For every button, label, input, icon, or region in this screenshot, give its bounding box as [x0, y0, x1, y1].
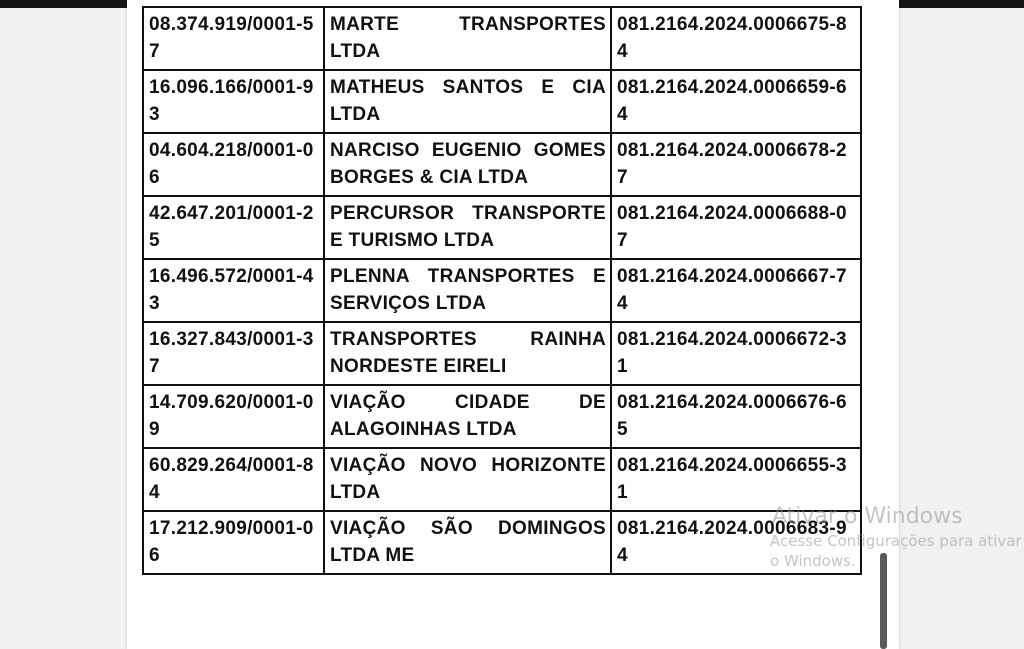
cnpj-cell: 60.829.264/0001-84	[143, 448, 324, 511]
process-number-cell: 081.2164.2024.0006667-74	[611, 259, 861, 322]
company-name-cell: TRANSPORTES RAINHA NORDESTE EIRELI	[324, 322, 611, 385]
cnpj-cell: 14.709.620/0001-09	[143, 385, 324, 448]
cnpj-cell: 16.096.166/0001-93	[143, 70, 324, 133]
process-number-cell: 081.2164.2024.0006678-27	[611, 133, 861, 196]
company-name-cell: VIAÇÃO NOVO HORIZONTE LTDA	[324, 448, 611, 511]
watermark-title: Ativar o Windows	[772, 504, 963, 529]
table-row	[143, 322, 861, 385]
cnpj-cell: 04.604.218/0001-06	[143, 133, 324, 196]
table-row	[143, 511, 861, 574]
companies-table	[142, 6, 862, 575]
table-row	[143, 259, 861, 322]
cnpj-cell: 17.212.909/0001-06	[143, 511, 324, 574]
table-row	[143, 70, 861, 133]
process-number-cell: 081.2164.2024.0006659-64	[611, 70, 861, 133]
process-number-cell: 081.2164.2024.0006683-94	[611, 511, 861, 574]
company-name-cell: VIAÇÃO SÃO DOMINGOS LTDA ME	[324, 511, 611, 574]
cnpj-cell: 16.496.572/0001-43	[143, 259, 324, 322]
cnpj-cell: 42.647.201/0001-25	[143, 196, 324, 259]
cnpj-cell: 16.327.843/0001-37	[143, 322, 324, 385]
company-name-cell: MARTE TRANSPORTES LTDA	[324, 7, 611, 70]
table-row	[143, 133, 861, 196]
table-row	[143, 385, 861, 448]
cnpj-cell: 08.374.919/0001-57	[143, 7, 324, 70]
process-number-cell: 081.2164.2024.0006688-07	[611, 196, 861, 259]
company-name-cell: MATHEUS SANTOS E CIA LTDA	[324, 70, 611, 133]
watermark-subtitle: Acesse Configurações para ativar o Windows.	[770, 532, 1022, 570]
scrollbar-thumb[interactable]	[880, 553, 887, 649]
company-name-cell: NARCISO EUGENIO GOMES BORGES & CIA LTDA	[324, 133, 611, 196]
companies-table-body	[143, 7, 861, 574]
company-name-cell: VIAÇÃO CIDADE DE ALAGOINHAS LTDA	[324, 385, 611, 448]
process-number-cell: 081.2164.2024.0006675-84	[611, 7, 861, 70]
table-row	[143, 7, 861, 70]
company-name-cell: PLENNA TRANSPORTES E SERVIÇOS LTDA	[324, 259, 611, 322]
activation-watermark	[770, 503, 1024, 571]
table-row	[143, 196, 861, 259]
table-row	[143, 448, 861, 511]
company-name-cell: PERCURSOR TRANSPORTE E TURISMO LTDA	[324, 196, 611, 259]
process-number-cell: 081.2164.2024.0006655-31	[611, 448, 861, 511]
process-number-cell: 081.2164.2024.0006676-65	[611, 385, 861, 448]
process-number-cell: 081.2164.2024.0006672-31	[611, 322, 861, 385]
